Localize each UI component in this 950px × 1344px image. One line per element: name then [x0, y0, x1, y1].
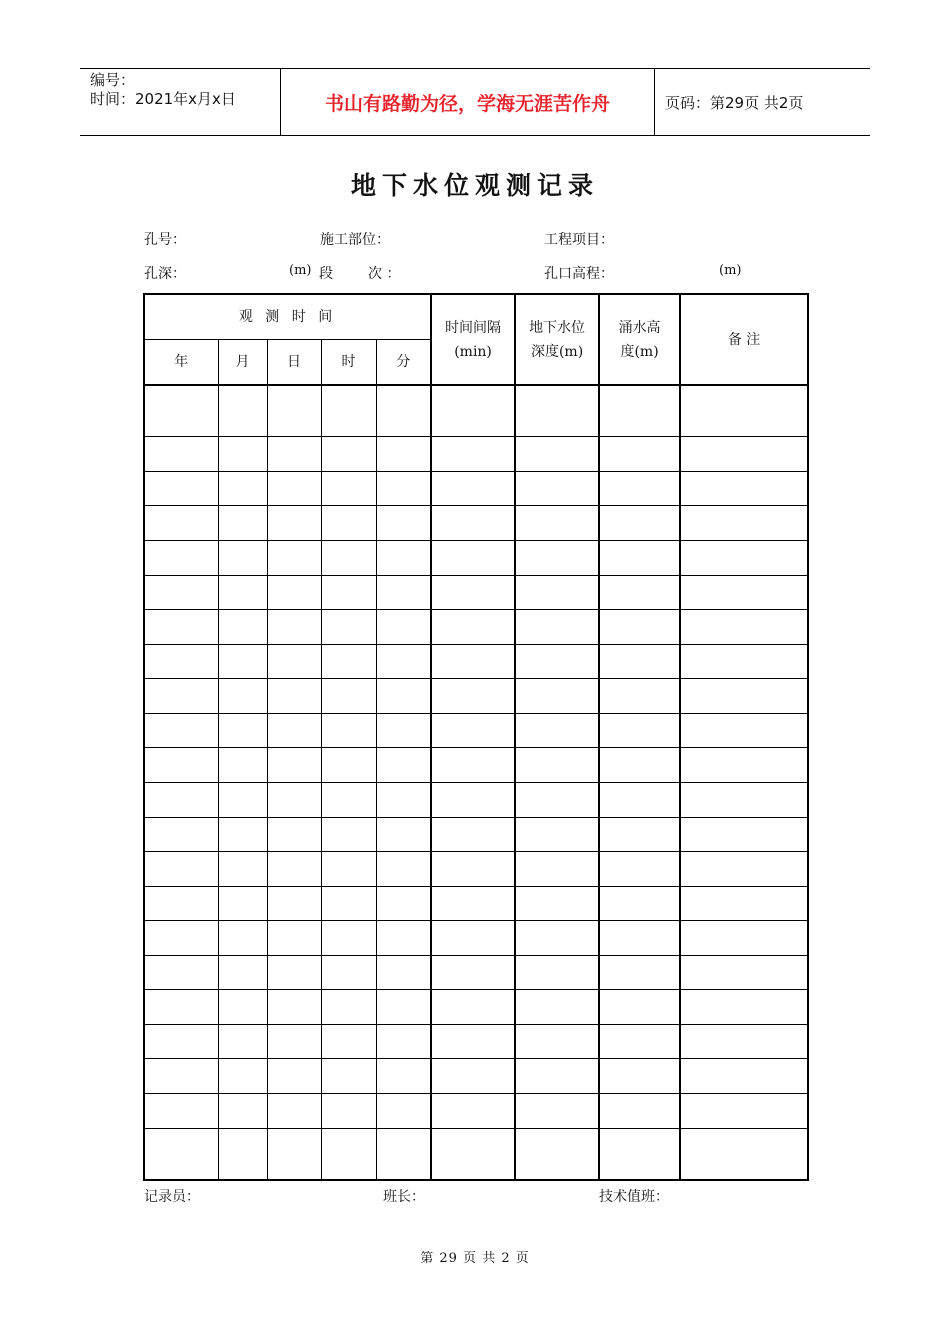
table-cell	[431, 852, 515, 887]
table-cell	[376, 541, 431, 576]
table-cell	[144, 541, 218, 576]
table-cell	[321, 1094, 376, 1129]
table-cell	[680, 385, 808, 437]
table-row	[144, 644, 808, 679]
table-cell	[680, 921, 808, 956]
table-cell	[321, 506, 376, 541]
table-row	[144, 1128, 808, 1180]
table-row	[144, 713, 808, 748]
table-cell	[321, 437, 376, 472]
table-cell	[599, 921, 680, 956]
table-row	[144, 955, 808, 990]
table-cell	[680, 541, 808, 576]
table-cell	[431, 471, 515, 506]
header-gush-height	[599, 294, 680, 385]
unit-m-2: (m)	[719, 263, 742, 278]
table-cell	[144, 782, 218, 817]
table-cell	[144, 471, 218, 506]
table-cell	[144, 886, 218, 921]
table-cell	[267, 990, 321, 1025]
table-cell	[321, 748, 376, 783]
times-label: 次 ：	[368, 266, 401, 282]
table-cell	[218, 748, 267, 783]
table-cell	[321, 385, 376, 437]
table-cell	[431, 1128, 515, 1180]
table-cell	[680, 713, 808, 748]
table-cell	[680, 679, 808, 714]
header-minute: 分	[376, 340, 431, 386]
page-number: 第 29 页 共 2 页	[420, 1251, 530, 1266]
table-cell	[599, 886, 680, 921]
team-leader-label: 班长：	[383, 1189, 425, 1205]
table-cell	[321, 610, 376, 645]
table-cell	[218, 886, 267, 921]
header-month: 月	[218, 340, 267, 386]
header-page-label: 页码：第29页 共2页	[665, 93, 804, 112]
table-cell	[218, 990, 267, 1025]
table-cell	[515, 713, 599, 748]
table-cell	[144, 385, 218, 437]
table-cell	[431, 782, 515, 817]
table-cell	[680, 1059, 808, 1094]
table-cell	[321, 644, 376, 679]
table-cell	[144, 644, 218, 679]
table-cell	[680, 782, 808, 817]
table-row	[144, 852, 808, 887]
observation-table	[143, 293, 809, 1181]
table-cell	[321, 541, 376, 576]
table-cell	[267, 1128, 321, 1180]
table-cell	[376, 817, 431, 852]
table-cell	[267, 471, 321, 506]
table-cell	[515, 748, 599, 783]
table-cell	[680, 955, 808, 990]
table-cell	[321, 990, 376, 1025]
water-depth-line2: 深度(m)	[530, 343, 584, 360]
header-motto: 书山有路勤为径，学海无涯苦作舟	[281, 69, 655, 135]
table-cell	[680, 471, 808, 506]
table-cell	[515, 990, 599, 1025]
page-header	[80, 68, 870, 136]
table-cell	[144, 575, 218, 610]
header-hour: 时	[321, 340, 376, 386]
table-row	[144, 679, 808, 714]
table-cell	[321, 575, 376, 610]
table-cell	[515, 955, 599, 990]
table-cell	[515, 541, 599, 576]
table-cell	[144, 1094, 218, 1129]
table-cell	[680, 886, 808, 921]
table-cell	[599, 955, 680, 990]
table-cell	[680, 610, 808, 645]
table-cell	[680, 852, 808, 887]
table-cell	[599, 1059, 680, 1094]
table-cell	[218, 1024, 267, 1059]
table-row	[144, 748, 808, 783]
table-cell	[515, 610, 599, 645]
table-cell	[267, 921, 321, 956]
table-cell	[599, 748, 680, 783]
table-cell	[321, 713, 376, 748]
time-interval-line2: (min)	[454, 343, 492, 360]
table-cell	[599, 679, 680, 714]
table-cell	[515, 886, 599, 921]
table-row	[144, 575, 808, 610]
table-cell	[218, 385, 267, 437]
number-label: 编号：	[90, 71, 136, 89]
table-cell	[599, 471, 680, 506]
table-cell	[376, 679, 431, 714]
table-cell	[376, 471, 431, 506]
table-cell	[218, 437, 267, 472]
table-cell	[267, 955, 321, 990]
table-cell	[599, 610, 680, 645]
table-cell	[376, 955, 431, 990]
table-row	[144, 817, 808, 852]
table-cell	[431, 817, 515, 852]
table-cell	[599, 1024, 680, 1059]
table-cell	[431, 921, 515, 956]
table-cell	[144, 921, 218, 956]
table-cell	[321, 1024, 376, 1059]
table-cell	[431, 644, 515, 679]
table-cell	[267, 575, 321, 610]
table-cell	[376, 921, 431, 956]
table-cell	[144, 506, 218, 541]
table-cell	[144, 713, 218, 748]
table-cell	[599, 713, 680, 748]
table-cell	[218, 1094, 267, 1129]
table-cell	[515, 1094, 599, 1129]
table-cell	[599, 1128, 680, 1180]
table-cell	[376, 575, 431, 610]
table-cell	[680, 748, 808, 783]
water-depth-line1: 地下水位	[529, 319, 586, 336]
table-cell	[431, 679, 515, 714]
table-cell	[267, 437, 321, 472]
table-cell	[376, 1059, 431, 1094]
table-cell	[144, 990, 218, 1025]
table-row	[144, 437, 808, 472]
table-cell	[218, 921, 267, 956]
table-cell	[515, 1128, 599, 1180]
table-cell	[376, 506, 431, 541]
table-cell	[218, 782, 267, 817]
table-cell	[376, 782, 431, 817]
table-cell	[144, 817, 218, 852]
table-cell	[599, 990, 680, 1025]
table-cell	[599, 644, 680, 679]
table-cell	[267, 1059, 321, 1094]
table-row	[144, 990, 808, 1025]
table-cell	[321, 852, 376, 887]
table-cell	[599, 1094, 680, 1129]
table-cell	[431, 506, 515, 541]
hole-elevation-label: 孔口高程：	[544, 266, 614, 282]
table-cell	[599, 385, 680, 437]
header-water-depth	[515, 294, 599, 385]
table-cell	[267, 817, 321, 852]
header-day: 日	[267, 340, 321, 386]
recorder-label: 记录员：	[144, 1189, 200, 1205]
table-cell	[267, 748, 321, 783]
table-cell	[599, 541, 680, 576]
table-cell	[218, 610, 267, 645]
table-cell	[515, 575, 599, 610]
table-cell	[218, 955, 267, 990]
table-row	[144, 782, 808, 817]
table-cell	[321, 921, 376, 956]
table-cell	[376, 886, 431, 921]
table-cell	[321, 886, 376, 921]
table-cell	[680, 1094, 808, 1129]
header-meta	[80, 69, 281, 135]
table-row	[144, 921, 808, 956]
tech-duty-label: 技术值班：	[599, 1189, 669, 1205]
table-cell	[267, 385, 321, 437]
table-cell	[144, 852, 218, 887]
table-cell	[599, 782, 680, 817]
table-cell	[599, 575, 680, 610]
hole-depth-label: 孔深：	[144, 266, 186, 282]
table-cell	[376, 385, 431, 437]
table-cell	[376, 437, 431, 472]
table-cell	[218, 644, 267, 679]
table-cell	[218, 852, 267, 887]
table-cell	[515, 1059, 599, 1094]
table-cell	[680, 644, 808, 679]
table-cell	[431, 1059, 515, 1094]
table-cell	[431, 955, 515, 990]
table-cell	[431, 713, 515, 748]
table-cell	[431, 610, 515, 645]
table-cell	[515, 644, 599, 679]
table-row	[144, 610, 808, 645]
table-cell	[267, 541, 321, 576]
table-cell	[680, 575, 808, 610]
table-cell	[376, 852, 431, 887]
table-cell	[376, 1128, 431, 1180]
table-cell	[680, 817, 808, 852]
table-cell	[376, 1094, 431, 1129]
table-cell	[267, 679, 321, 714]
table-cell	[376, 610, 431, 645]
table-cell	[144, 1024, 218, 1059]
table-cell	[144, 437, 218, 472]
construction-part-label: 施工部位：	[320, 232, 390, 248]
table-cell	[599, 817, 680, 852]
table-cell	[431, 1094, 515, 1129]
table-cell	[218, 817, 267, 852]
table-cell	[431, 748, 515, 783]
table-cell	[144, 679, 218, 714]
header-remark: 备 注	[680, 294, 808, 385]
table-cell	[321, 782, 376, 817]
table-cell	[431, 437, 515, 472]
table-cell	[218, 506, 267, 541]
table-cell	[267, 713, 321, 748]
table-row	[144, 541, 808, 576]
table-cell	[267, 886, 321, 921]
table-cell	[218, 679, 267, 714]
table-cell	[680, 1128, 808, 1180]
table-cell	[321, 1128, 376, 1180]
table-cell	[515, 506, 599, 541]
header-year: 年	[144, 340, 218, 386]
table-cell	[599, 852, 680, 887]
table-cell	[515, 679, 599, 714]
table-cell	[144, 1128, 218, 1180]
table-cell	[218, 471, 267, 506]
table-cell	[431, 886, 515, 921]
table-cell	[321, 1059, 376, 1094]
table-cell	[321, 471, 376, 506]
table-cell	[680, 506, 808, 541]
table-cell	[431, 575, 515, 610]
table-row	[144, 506, 808, 541]
table-row	[144, 1094, 808, 1129]
header-observation-time: 观 测 时 间	[144, 294, 431, 340]
table-cell	[144, 610, 218, 645]
table-row	[144, 385, 808, 437]
table-cell	[218, 1128, 267, 1180]
gush-height-line1: 涌水高	[618, 319, 661, 336]
time-interval-line1: 时间间隔	[445, 319, 502, 336]
time-label: 时间：2021年x月x日	[90, 90, 236, 108]
project-label: 工程项目：	[544, 232, 614, 248]
segment-label: 段	[319, 266, 333, 282]
table-cell	[218, 713, 267, 748]
table-cell	[144, 748, 218, 783]
table-cell	[376, 748, 431, 783]
table-cell	[515, 782, 599, 817]
table-cell	[376, 1024, 431, 1059]
table-cell	[599, 437, 680, 472]
table-cell	[431, 541, 515, 576]
table-cell	[431, 385, 515, 437]
document-title: 地下水位观测记录	[350, 171, 599, 200]
table-cell	[267, 1024, 321, 1059]
gush-height-line2: 度(m)	[620, 343, 659, 360]
table-cell	[431, 1024, 515, 1059]
header-time-interval	[431, 294, 515, 385]
table-cell	[376, 713, 431, 748]
table-cell	[267, 1094, 321, 1129]
table-row	[144, 1059, 808, 1094]
table-cell	[144, 955, 218, 990]
table-cell	[431, 990, 515, 1025]
table-cell	[680, 990, 808, 1025]
table-cell	[321, 679, 376, 714]
table-cell	[321, 955, 376, 990]
unit-m-1: (m)	[289, 263, 312, 278]
table-cell	[376, 990, 431, 1025]
table-cell	[321, 817, 376, 852]
table-cell	[267, 610, 321, 645]
table-cell	[267, 852, 321, 887]
table-cell	[376, 644, 431, 679]
table-cell	[515, 817, 599, 852]
table-cell	[515, 437, 599, 472]
hole-no-label: 孔号：	[144, 232, 186, 248]
table-cell	[680, 437, 808, 472]
table-cell	[218, 541, 267, 576]
table-cell	[515, 852, 599, 887]
table-cell	[267, 644, 321, 679]
table-row	[144, 471, 808, 506]
table-cell	[267, 506, 321, 541]
table-row	[144, 886, 808, 921]
table-cell	[515, 471, 599, 506]
table-cell	[267, 782, 321, 817]
table-cell	[218, 575, 267, 610]
table-cell	[680, 1024, 808, 1059]
table-cell	[515, 1024, 599, 1059]
table-cell	[218, 1059, 267, 1094]
table-cell	[144, 1059, 218, 1094]
table-row	[144, 1024, 808, 1059]
table-cell	[515, 921, 599, 956]
table-cell	[515, 385, 599, 437]
table-cell	[599, 506, 680, 541]
